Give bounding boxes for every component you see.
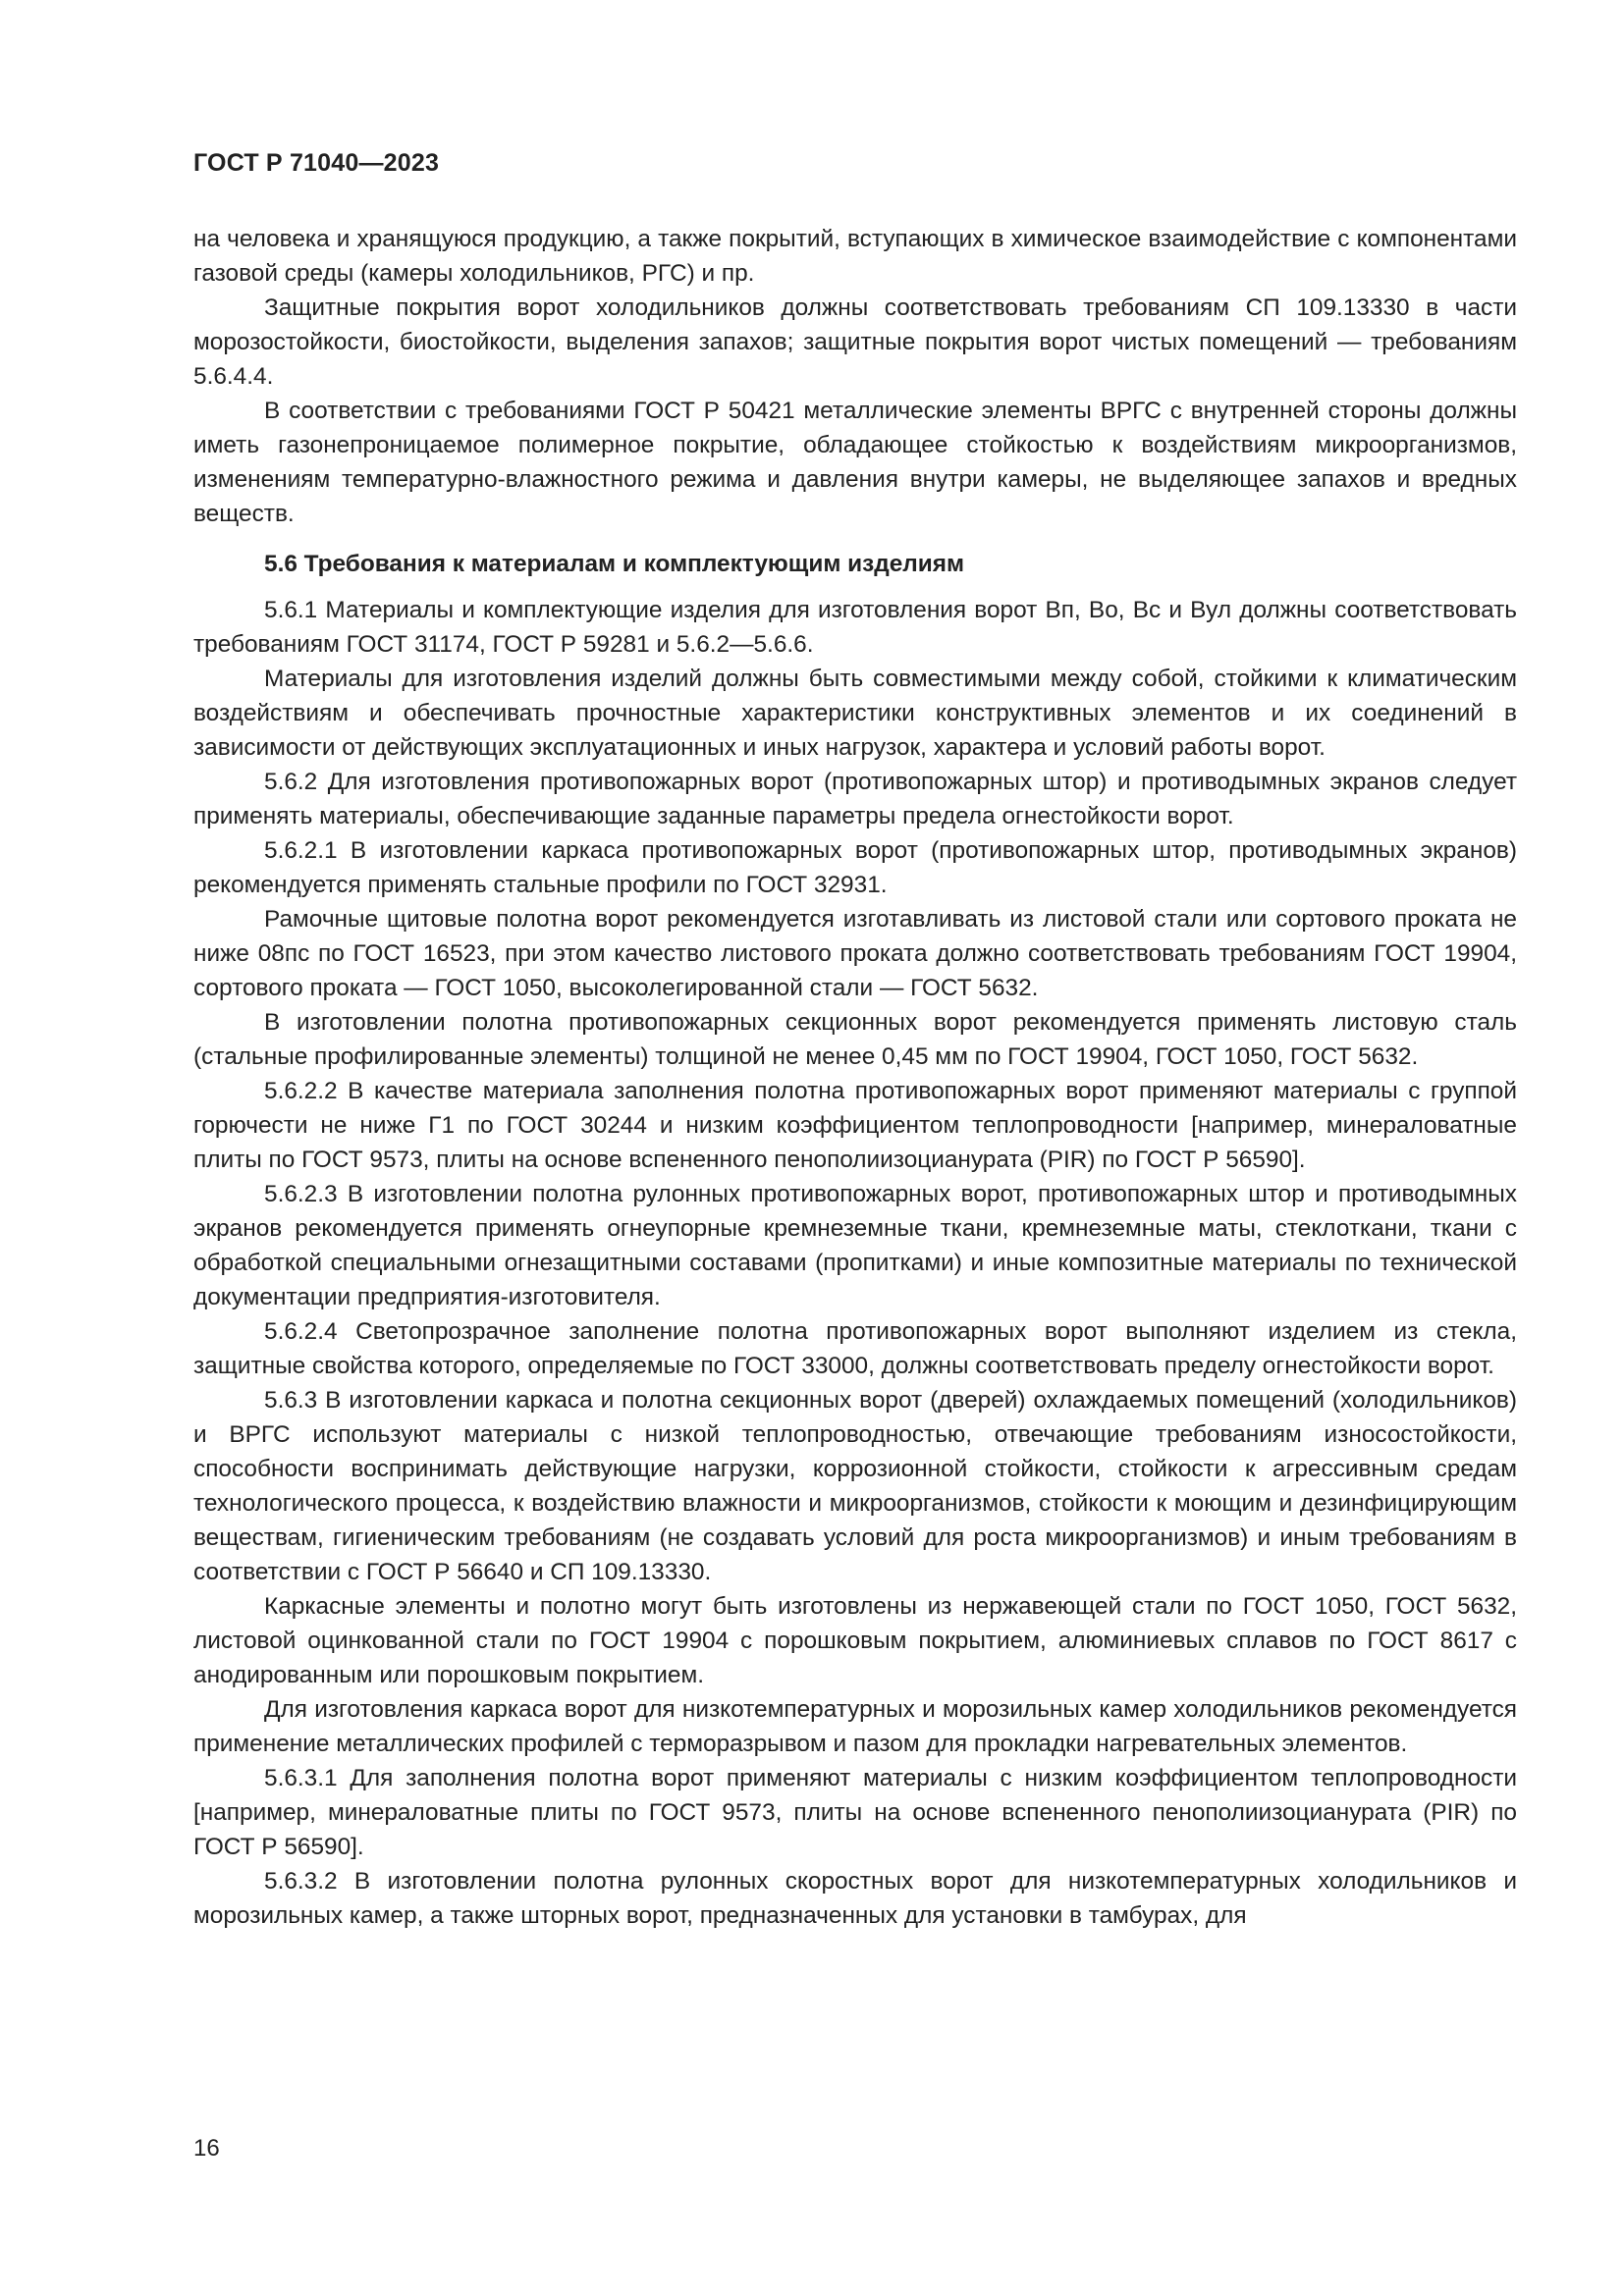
page-number: 16	[193, 2135, 220, 2162]
paragraph: 5.6.2.3 В изготовлении полотна рулонных противопожарных ворот, противопожарных штор и противодымных экранов рекомендуется применять огнеупорные кремнеземные ткани, кремнеземные маты, стеклоткани, ткани с обработкой специальными огнезащитными составами (пропитками) и иные композитные материалы по технической документации предприятия-изготовителя.	[193, 1181, 1517, 1310]
paragraph: 5.6.2.1 В изготовлении каркаса противопожарных ворот (противопожарных штор, противодымных экранов) рекомендуется применять стальные профили по ГОСТ 32931.	[193, 837, 1517, 898]
paragraph: 5.6.3.2 В изготовлении полотна рулонных скоростных ворот для низкотемпературных холодильников и морозильных камер, а также шторных ворот, предназначенных для установки в тамбурах, для	[193, 1868, 1517, 1929]
paragraph: 5.6.2.4 Светопрозрачное заполнение полотна противопожарных ворот выполняют изделием из стекла, защитные свойства которого, определяемые по ГОСТ 33000, должны соответствовать пределу огнестойкости ворот.	[193, 1318, 1517, 1379]
paragraph: 5.6.2.2 В качестве материала заполнения полотна противопожарных ворот применяют материалы с группой горючести не ниже Г1 по ГОСТ 30244 и низким коэффициентом теплопроводности [например, минераловатные плиты по ГОСТ 9573, плиты на основе вспененного пенополиизоцианурата (PIR) по ГОСТ Р 56590].	[193, 1078, 1517, 1173]
paragraph: на человека и хранящуюся продукцию, а также покрытий, вступающих в химическое взаимодействие с компонентами газовой среды (камеры холодильников, РГС) и пр.	[193, 226, 1517, 287]
paragraph: 5.6.3.1 Для заполнения полотна ворот применяют материалы с низким коэффициентом теплопроводности [например, минераловатные плиты по ГОСТ 9573, плиты на основе вспененного пенополиизоцианурата (PIR) по ГОСТ Р 56590].	[193, 1765, 1517, 1860]
paragraph: 5.6.1 Материалы и комплектующие изделия для изготовления ворот Вп, Во, Вс и Вул должны соответствовать требованиям ГОСТ 31174, ГОСТ Р 59281 и 5.6.2—5.6.6.	[193, 597, 1517, 658]
paragraph: Для изготовления каркаса ворот для низкотемпературных и морозильных камер холодильников рекомендуется применение металлических профилей с терморазрывом и пазом для прокладки нагревательных элементов.	[193, 1696, 1517, 1757]
document-header: ГОСТ Р 71040—2023	[193, 149, 440, 177]
paragraph: В соответствии с требованиями ГОСТ Р 50421 металлические элементы ВРГС с внутренней стороны должны иметь газонепроницаемое полимерное покрытие, обладающее стойкостью к воздействиям микроорганизмов, изменениям температурно-влажностного режима и давления внутри камеры, не выделяющее запахов и вредных веществ.	[193, 398, 1517, 527]
paragraph: Защитные покрытия ворот холодильников должны соответствовать требованиям СП 109.13330 в части морозостойкости, биостойкости, выделения запахов; защитные покрытия ворот чистых помещений — требованиям 5.6.4.4.	[193, 294, 1517, 390]
section-heading: 5.6 Требования к материалам и комплектующим изделиям	[264, 551, 965, 577]
paragraph: В изготовлении полотна противопожарных секционных ворот рекомендуется применять листовую сталь (стальные профилированные элементы) толщиной не менее 0,45 мм по ГОСТ 19904, ГОСТ 1050, ГОСТ 5632.	[193, 1009, 1517, 1070]
document-body	[193, 222, 1517, 1933]
paragraph: Материалы для изготовления изделий должны быть совместимыми между собой, стойкими к климатическим воздействиям и обеспечивать прочностные характеристики конструктивных элементов и их соединений в зависимости от действующих эксплуатационных и иных нагрузок, характера и условий работы ворот.	[193, 666, 1517, 761]
paragraph: Каркасные элементы и полотно могут быть изготовлены из нержавеющей стали по ГОСТ 1050, ГОСТ 5632, листовой оцинкованной стали по ГОСТ 19904 с порошковым покрытием, алюминиевых сплавов по ГОСТ 8617 с анодированным или порошковым покрытием.	[193, 1593, 1517, 1688]
paragraph: Рамочные щитовые полотна ворот рекомендуется изготавливать из листовой стали или сортового проката не ниже 08пс по ГОСТ 16523, при этом качество листового проката должно соответствовать требованиям ГОСТ 19904, сортового проката — ГОСТ 1050, высоколегированной стали — ГОСТ 5632.	[193, 906, 1517, 1001]
paragraph: 5.6.2 Для изготовления противопожарных ворот (противопожарных штор) и противодымных экранов следует применять материалы, обеспечивающие заданные параметры предела огнестойкости ворот.	[193, 769, 1517, 829]
paragraph: 5.6.3 В изготовлении каркаса и полотна секционных ворот (дверей) охлаждаемых помещений (холодильников) и ВРГС используют материалы с низкой теплопроводностью, отвечающие требованиям износостойкости, способности воспринимать действующие нагрузки, коррозионной стойкости, стойкости к агрессивным средам технологического процесса, к воздействию влажности и микроорганизмов, стойкости к моющим и дезинфицирующим веществам, гигиеническим требованиям (не создавать условий для роста микроорганизмов) и иным требованиям в соответствии с ГОСТ Р 56640 и СП 109.13330.	[193, 1387, 1517, 1585]
